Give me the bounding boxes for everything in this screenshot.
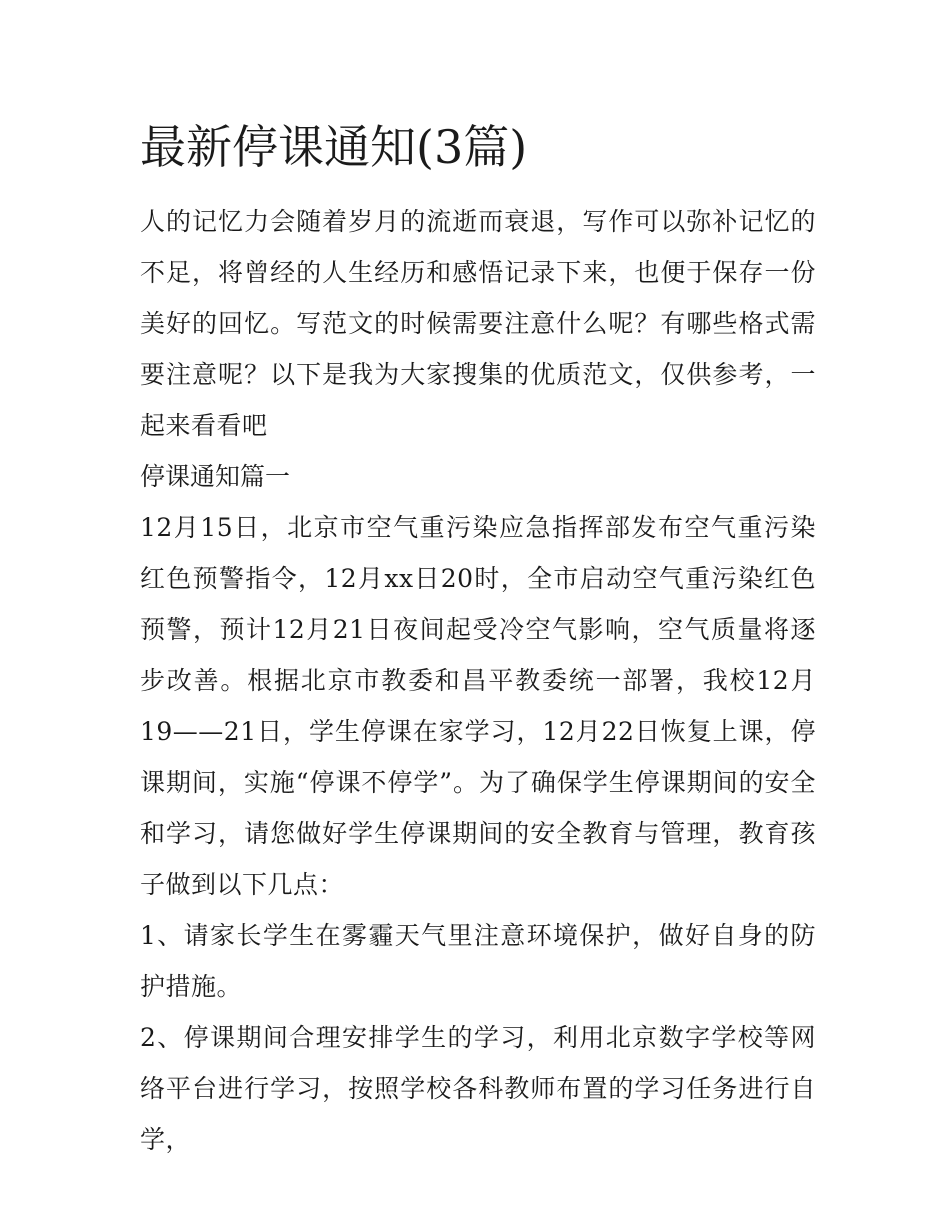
intro-paragraph: 人的记忆力会随着岁月的流逝而衰退，写作可以弥补记忆的不足，将曾经的人生经历和感悟记录下来，也便于保存一份美好的回忆。写范文的时候需要注意什么呢？有哪些格式需要注意呢？以下是我为大家搜集的优质范文，仅供参考，一起来看看吧: [140, 207, 816, 440]
section-heading: 停课通知篇一: [140, 462, 291, 491]
list-item-2: 2、停课期间合理安排学生的学习，利用北京数字学校等网络平台进行学习，按照学校各科教师布置的学习任务进行自学，: [140, 1023, 816, 1154]
document-title: 最新停课通知(3篇): [140, 120, 528, 174]
document-content: [140, 112, 816, 1165]
list-item-1: 1、请家长学生在雾霾天气里注意环境保护，做好自身的防护措施。: [140, 921, 816, 1001]
body-paragraph: 12月15日，北京市空气重污染应急指挥部发布空气重污染红色预警指令，12月xx日20时，全市启动空气重污染红色预警，预计12月21日夜间起受冷空气影响，空气质量将逐步改善。根据北京市教委和昌平教委统一部署，我校12月19——21日，学生停课在家学习，12月22日恢复上课，停课期间，实施“停课不停学”。为了确保学生停课期间的安全和学习，请您做好学生停课期间的安全教育与管理，教育孩子做到以下几点：: [140, 513, 816, 899]
